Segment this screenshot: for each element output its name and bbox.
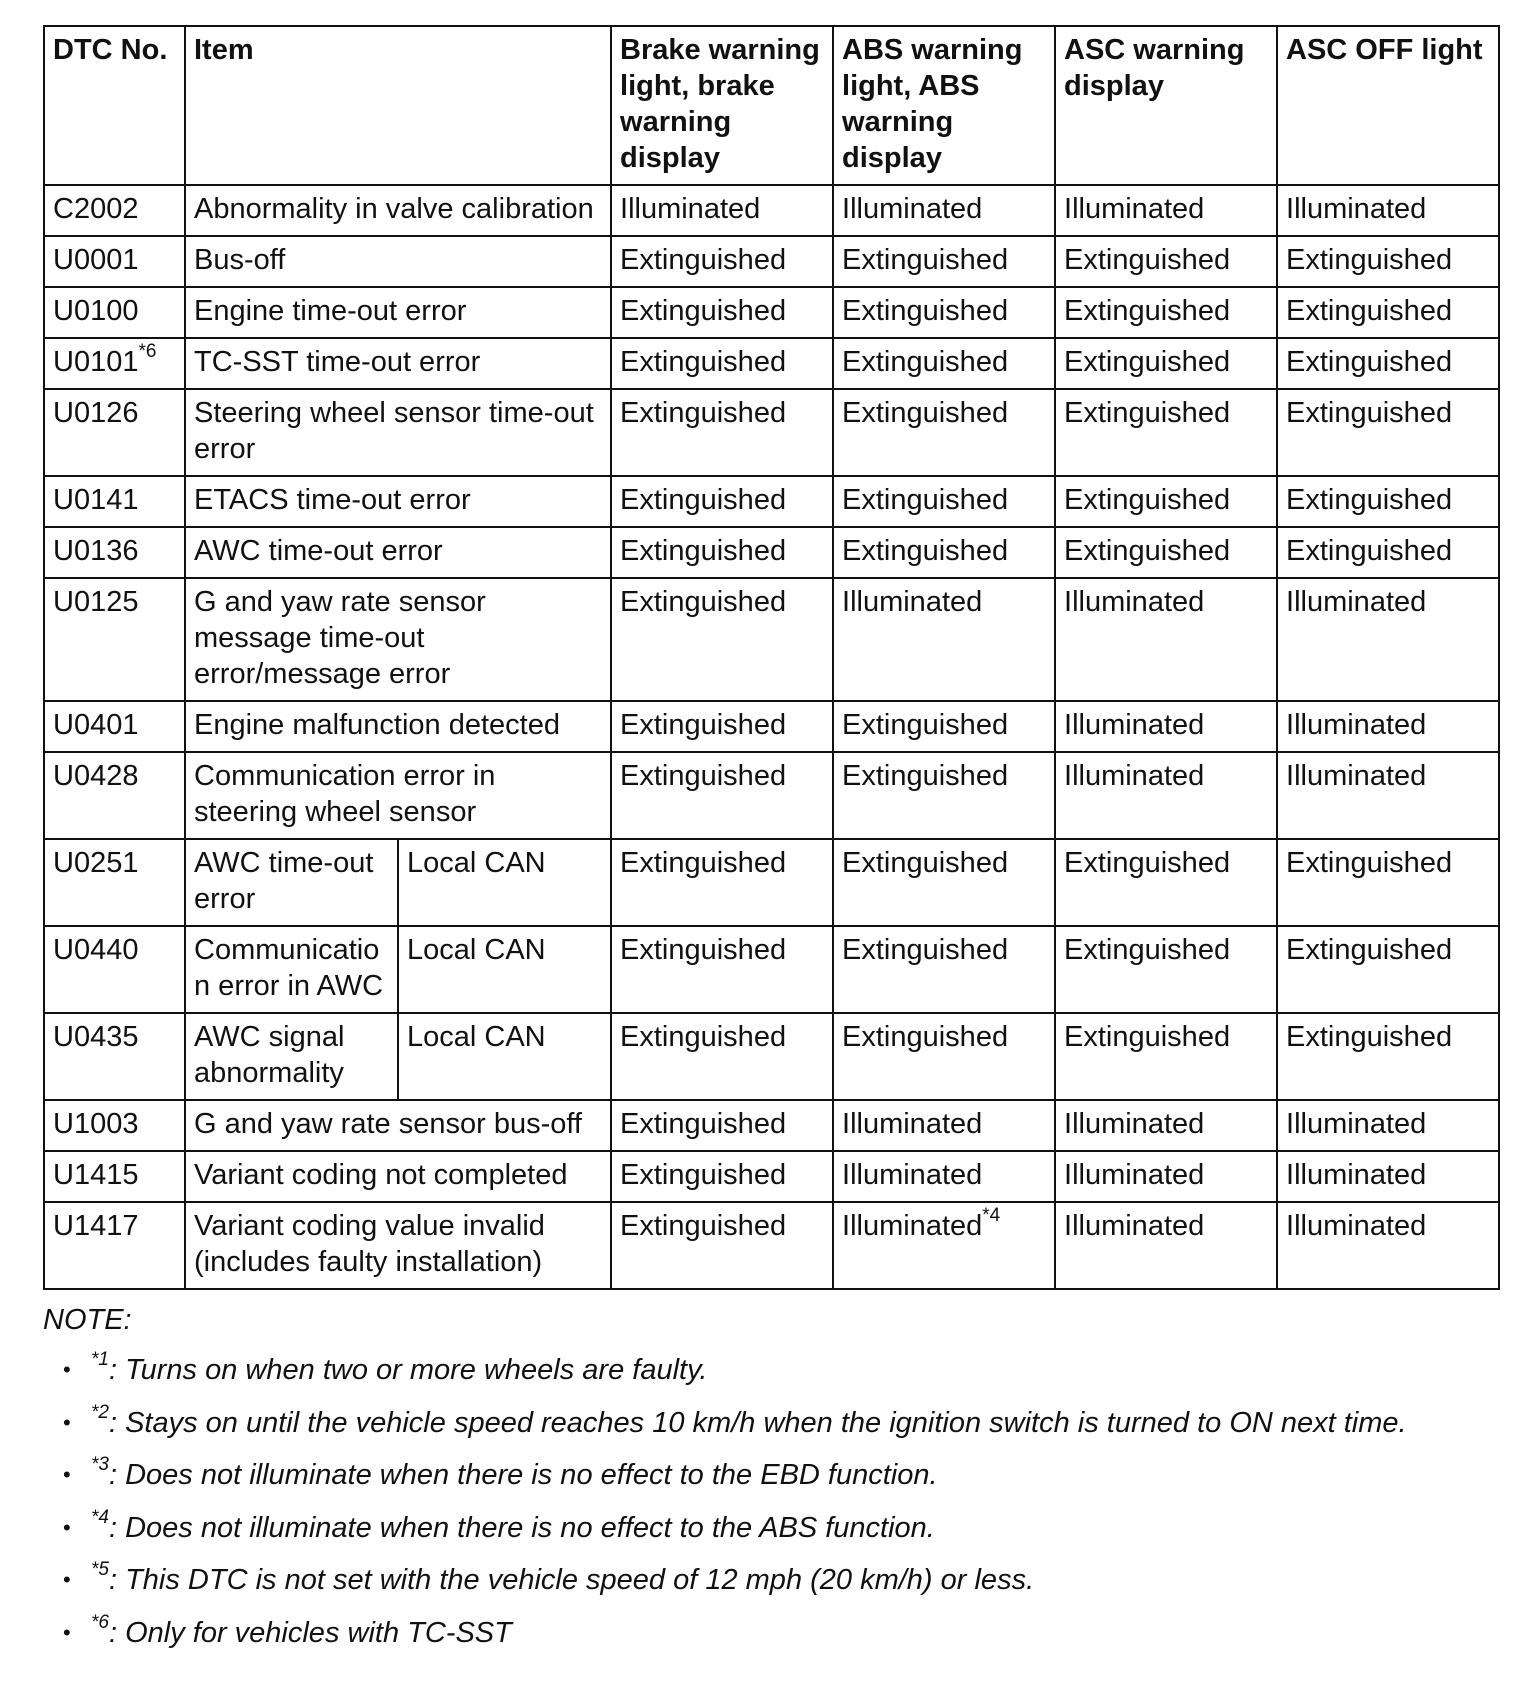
- cell-item-text: Bus-off: [194, 244, 286, 276]
- cell-asc: [1055, 578, 1277, 701]
- cell-asc-off: [1277, 926, 1499, 1013]
- cell-dtc-text: U0251: [53, 847, 139, 879]
- cell-item: [185, 701, 611, 752]
- note-item: [43, 1401, 1503, 1441]
- cell-dtc-text: C2002: [53, 193, 139, 225]
- cell-asc-off-text: Extinguished: [1286, 847, 1453, 879]
- cell-brake: [611, 389, 833, 476]
- cell-asc-off: [1277, 839, 1499, 926]
- cell-asc-off: [1277, 527, 1499, 578]
- cell-brake: [611, 1013, 833, 1100]
- cell-asc-off: [1277, 1013, 1499, 1100]
- cell-brake-text: Extinguished: [620, 1210, 787, 1242]
- bullet-icon: •: [63, 1514, 71, 1540]
- cell-dtc-text: U0435: [53, 1021, 139, 1053]
- cell-asc: [1055, 287, 1277, 338]
- note-mark: *1: [91, 1349, 109, 1370]
- cell-item-text: Abnormality in valve calibration: [194, 193, 594, 225]
- cell-brake: [611, 1202, 833, 1289]
- cell-brake: [611, 185, 833, 236]
- cell-item: [185, 185, 611, 236]
- cell-asc: [1055, 1100, 1277, 1151]
- table-row: [44, 287, 1499, 338]
- cell-abs: [833, 839, 1055, 926]
- note-mark: *4: [91, 1506, 109, 1528]
- cell-item-text: AWC time-out error: [194, 847, 374, 915]
- cell-asc-text: Extinguished: [1064, 535, 1231, 567]
- cell-asc-off-text: Illuminated: [1286, 709, 1427, 741]
- table-header-row: [44, 26, 1499, 185]
- notes-section: [43, 1302, 1503, 1667]
- cell-brake-text: Extinguished: [620, 1021, 787, 1053]
- cell-item: [185, 389, 611, 476]
- cell-item: [185, 287, 611, 338]
- cell-abs-text: Extinguished: [842, 535, 1009, 567]
- cell-brake-text: Extinguished: [620, 709, 787, 741]
- cell-dtc: [44, 752, 185, 839]
- cell-dtc-text: U1003: [53, 1108, 139, 1140]
- notes-title: NOTE:: [43, 1304, 132, 1336]
- cell-asc-text: Extinguished: [1064, 295, 1231, 327]
- cell-dtc-text: U0001: [53, 244, 139, 276]
- table-row: [44, 839, 1499, 926]
- cell-brake: [611, 701, 833, 752]
- cell-item-text: ETACS time-out error: [194, 484, 471, 516]
- table-row: [44, 926, 1499, 1013]
- cell-item-text: AWC time-out error: [194, 535, 443, 567]
- header-item: Item: [185, 26, 611, 185]
- cell-abs: [833, 752, 1055, 839]
- cell-item: [185, 1013, 398, 1100]
- bullet-icon: •: [63, 1409, 71, 1435]
- note-text: : Turns on when two or more wheels are faulty.: [108, 1354, 708, 1386]
- cell-abs: [833, 701, 1055, 752]
- cell-asc: [1055, 839, 1277, 926]
- cell-asc-text: Extinguished: [1064, 484, 1231, 516]
- note-text: : This DTC is not set with the vehicle speed of 12 mph (20 km/h) or less.: [108, 1564, 1035, 1596]
- cell-brake: [611, 476, 833, 527]
- cell-abs-text: Extinguished: [842, 346, 1009, 378]
- cell-dtc: [44, 236, 185, 287]
- cell-asc-text: Illuminated: [1064, 709, 1205, 741]
- cell-asc: [1055, 476, 1277, 527]
- note-item: [43, 1611, 1503, 1651]
- cell-asc: [1055, 701, 1277, 752]
- cell-abs-text: Extinguished: [842, 1021, 1009, 1053]
- bullet-icon: •: [63, 1619, 71, 1645]
- cell-abs: [833, 338, 1055, 389]
- cell-asc: [1055, 1013, 1277, 1100]
- cell-abs-text: Extinguished: [842, 397, 1009, 429]
- cell-abs-footnote-mark: *4: [982, 1205, 1001, 1226]
- table-row: [44, 1151, 1499, 1202]
- cell-asc-off-text: Illuminated: [1286, 1210, 1427, 1242]
- cell-asc-text: Illuminated: [1064, 193, 1205, 225]
- cell-asc-off-text: Illuminated: [1286, 760, 1427, 792]
- cell-abs-text: Extinguished: [842, 484, 1009, 516]
- cell-asc-text: Illuminated: [1064, 1159, 1205, 1191]
- cell-item-text: Steering wheel sensor time-out error: [194, 397, 594, 465]
- cell-dtc-text: U0401: [53, 709, 139, 741]
- cell-brake: [611, 236, 833, 287]
- cell-abs: [833, 1151, 1055, 1202]
- cell-asc-text: Extinguished: [1064, 397, 1231, 429]
- cell-item-text: Variant coding value invalid (includes faulty installation): [194, 1210, 545, 1278]
- cell-dtc: [44, 926, 185, 1013]
- cell-brake-text: Extinguished: [620, 1159, 787, 1191]
- cell-brake: [611, 578, 833, 701]
- table-row: [44, 752, 1499, 839]
- cell-asc-off: [1277, 287, 1499, 338]
- cell-brake-text: Extinguished: [620, 346, 787, 378]
- table-row: [44, 185, 1499, 236]
- note-item: [43, 1349, 1503, 1388]
- cell-asc-off-text: Illuminated: [1286, 1159, 1427, 1191]
- cell-dtc-text: U0428: [53, 760, 139, 792]
- bullet-icon: •: [63, 1357, 71, 1382]
- note-mark: *2: [91, 1401, 109, 1423]
- cell-asc-off-text: Illuminated: [1286, 586, 1427, 618]
- note-text: : Does not illuminate when there is no effect to the ABS function.: [108, 1511, 935, 1544]
- cell-asc-off: [1277, 1100, 1499, 1151]
- cell-item: [185, 1151, 611, 1202]
- cell-item: [185, 926, 398, 1013]
- cell-item: [185, 1100, 611, 1151]
- cell-dtc-text: U0100: [53, 295, 139, 327]
- cell-item-text: G and yaw rate sensor bus-off: [194, 1108, 582, 1140]
- cell-dtc: [44, 1151, 185, 1202]
- cell-brake-text: Extinguished: [620, 760, 787, 792]
- table-body: [44, 185, 1499, 1289]
- cell-asc-off: [1277, 752, 1499, 839]
- cell-dtc-text: U0440: [53, 934, 139, 966]
- cell-asc-off: [1277, 236, 1499, 287]
- cell-dtc: [44, 527, 185, 578]
- cell-item-text: Communication error in steering wheel sensor: [194, 760, 496, 828]
- note-text: : Stays on until the vehicle speed reaches 10 km/h when the ignition switch is turned to ON next time.: [108, 1406, 1407, 1439]
- cell-dtc: [44, 578, 185, 701]
- cell-abs: [833, 527, 1055, 578]
- table-row: [44, 1013, 1499, 1100]
- cell-abs: [833, 287, 1055, 338]
- cell-asc-off: [1277, 185, 1499, 236]
- table-row: [44, 338, 1499, 389]
- cell-dtc: [44, 338, 185, 389]
- cell-item: [185, 527, 611, 578]
- cell-dtc-text: U0141: [53, 484, 139, 516]
- cell-asc-off-text: Extinguished: [1286, 934, 1453, 966]
- cell-dtc: [44, 389, 185, 476]
- bullet-icon: •: [63, 1567, 71, 1592]
- cell-abs-text: Illuminated: [842, 586, 983, 618]
- cell-dtc-text: U0136: [53, 535, 139, 567]
- cell-abs: [833, 1202, 1055, 1289]
- cell-abs-text: Illuminated: [842, 1108, 983, 1140]
- cell-item: [185, 839, 398, 926]
- cell-item: [185, 476, 611, 527]
- cell-abs-text: Illuminated: [842, 193, 983, 225]
- cell-asc-off: [1277, 578, 1499, 701]
- cell-asc-text: Illuminated: [1064, 586, 1205, 618]
- cell-item: [185, 1202, 611, 1289]
- cell-brake: [611, 752, 833, 839]
- cell-brake-text: Extinguished: [620, 847, 787, 879]
- cell-asc-text: Illuminated: [1064, 760, 1205, 792]
- cell-brake-text: Extinguished: [620, 397, 787, 429]
- table-row: [44, 701, 1499, 752]
- cell-item: [185, 752, 611, 839]
- cell-abs: [833, 236, 1055, 287]
- cell-asc-off: [1277, 389, 1499, 476]
- cell-brake-text: Extinguished: [620, 535, 787, 567]
- cell-asc-text: Illuminated: [1064, 1210, 1205, 1242]
- cell-asc-off: [1277, 1202, 1499, 1289]
- cell-item-sub-text: Local CAN: [407, 1021, 546, 1053]
- cell-item: [185, 338, 611, 389]
- cell-brake: [611, 1151, 833, 1202]
- cell-item: [185, 578, 611, 701]
- cell-dtc-footnote-mark: *6: [138, 341, 157, 362]
- cell-abs-text: Extinguished: [842, 934, 1009, 966]
- cell-abs: [833, 476, 1055, 527]
- cell-brake-text: Extinguished: [620, 586, 787, 618]
- cell-asc-off: [1277, 1151, 1499, 1202]
- cell-brake-text: Extinguished: [620, 244, 787, 276]
- table-row: [44, 476, 1499, 527]
- cell-asc-off-text: Extinguished: [1286, 484, 1453, 516]
- cell-abs-text: Extinguished: [842, 760, 1009, 792]
- cell-dtc: [44, 185, 185, 236]
- cell-abs: [833, 185, 1055, 236]
- notes-list: [43, 1349, 1503, 1651]
- cell-dtc-text: U0101: [53, 346, 139, 378]
- cell-asc-off: [1277, 476, 1499, 527]
- cell-abs-text: Illuminated: [842, 1159, 983, 1191]
- cell-asc: [1055, 527, 1277, 578]
- table-row: [44, 1100, 1499, 1151]
- cell-asc-text: Extinguished: [1064, 1021, 1231, 1053]
- note-text: : Only for vehicles with TC-SST: [108, 1616, 512, 1649]
- cell-abs: [833, 1100, 1055, 1151]
- note-mark: *6: [91, 1611, 109, 1633]
- cell-asc-text: Extinguished: [1064, 346, 1231, 378]
- cell-asc-off-text: Extinguished: [1286, 397, 1453, 429]
- cell-asc-off: [1277, 701, 1499, 752]
- cell-brake: [611, 527, 833, 578]
- cell-abs-text: Extinguished: [842, 244, 1009, 276]
- header-dtc: DTC No.: [44, 26, 185, 185]
- cell-dtc: [44, 1013, 185, 1100]
- cell-item-text: Variant coding not completed: [194, 1159, 568, 1191]
- note-item: [43, 1506, 1503, 1546]
- cell-brake-text: Extinguished: [620, 934, 787, 966]
- cell-abs: [833, 1013, 1055, 1100]
- cell-item-sub: [398, 926, 611, 1013]
- cell-item: [185, 236, 611, 287]
- cell-brake: [611, 1100, 833, 1151]
- cell-abs: [833, 389, 1055, 476]
- cell-item-text: TC-SST time-out error: [194, 346, 481, 378]
- cell-asc-text: Extinguished: [1064, 847, 1231, 879]
- cell-abs-text: Extinguished: [842, 295, 1009, 327]
- cell-dtc-text: U0126: [53, 397, 139, 429]
- cell-asc-off-text: Illuminated: [1286, 193, 1427, 225]
- cell-asc-off-text: Extinguished: [1286, 295, 1453, 327]
- cell-item-sub-text: Local CAN: [407, 847, 546, 879]
- cell-asc: [1055, 926, 1277, 1013]
- cell-brake-text: Extinguished: [620, 1108, 787, 1140]
- cell-abs: [833, 578, 1055, 701]
- cell-dtc: [44, 476, 185, 527]
- cell-item-text: Communication error in AWC: [194, 934, 384, 1002]
- cell-brake: [611, 338, 833, 389]
- cell-abs-text: Extinguished: [842, 847, 1009, 879]
- table-row: [44, 236, 1499, 287]
- note-mark: *5: [91, 1559, 109, 1580]
- cell-item-text: Engine malfunction detected: [194, 709, 560, 741]
- cell-item-text: AWC signal abnormality: [194, 1021, 345, 1089]
- dtc-table: [43, 25, 1500, 1290]
- note-mark: *3: [91, 1454, 109, 1475]
- cell-asc: [1055, 752, 1277, 839]
- cell-asc: [1055, 338, 1277, 389]
- cell-item-sub: [398, 1013, 611, 1100]
- cell-brake-text: Extinguished: [620, 295, 787, 327]
- cell-brake: [611, 926, 833, 1013]
- cell-item-text: G and yaw rate sensor message time-out error/message error: [194, 586, 486, 690]
- cell-dtc: [44, 287, 185, 338]
- cell-dtc: [44, 1100, 185, 1151]
- cell-asc-off-text: Extinguished: [1286, 535, 1453, 567]
- note-item: [43, 1559, 1503, 1598]
- cell-asc: [1055, 389, 1277, 476]
- cell-dtc: [44, 1202, 185, 1289]
- cell-brake-text: Extinguished: [620, 484, 787, 516]
- cell-dtc-text: U0125: [53, 586, 139, 618]
- cell-item-text: Engine time-out error: [194, 295, 467, 327]
- cell-abs: [833, 926, 1055, 1013]
- cell-asc-text: Extinguished: [1064, 934, 1231, 966]
- table-row: [44, 527, 1499, 578]
- cell-dtc-text: U1415: [53, 1159, 139, 1191]
- cell-asc: [1055, 185, 1277, 236]
- header-brake: Brake warning light, brake warning display: [611, 26, 833, 185]
- cell-item-sub-text: Local CAN: [407, 934, 546, 966]
- cell-brake: [611, 287, 833, 338]
- cell-asc-off: [1277, 338, 1499, 389]
- cell-abs-text: Extinguished: [842, 709, 1009, 741]
- header-asc: ASC warning display: [1055, 26, 1277, 185]
- bullet-icon: •: [63, 1462, 71, 1487]
- cell-dtc-text: U1417: [53, 1210, 139, 1242]
- header-asc-off: ASC OFF light: [1277, 26, 1499, 185]
- cell-dtc: [44, 701, 185, 752]
- cell-asc: [1055, 236, 1277, 287]
- note-text: : Does not illuminate when there is no effect to the EBD function.: [108, 1459, 938, 1491]
- cell-asc-text: Extinguished: [1064, 244, 1231, 276]
- cell-asc-text: Illuminated: [1064, 1108, 1205, 1140]
- cell-dtc: [44, 839, 185, 926]
- cell-asc: [1055, 1202, 1277, 1289]
- note-item: [43, 1454, 1503, 1493]
- cell-asc-off-text: Illuminated: [1286, 1108, 1427, 1140]
- header-abs: ABS warning light, ABS warning display: [833, 26, 1055, 185]
- cell-asc-off-text: Extinguished: [1286, 346, 1453, 378]
- cell-item-sub: [398, 839, 611, 926]
- cell-asc-off-text: Extinguished: [1286, 244, 1453, 276]
- cell-brake-text: Illuminated: [620, 193, 761, 225]
- cell-asc-off-text: Extinguished: [1286, 1021, 1453, 1053]
- table-row: [44, 389, 1499, 476]
- table-row: [44, 1202, 1499, 1289]
- cell-abs-text: Illuminated: [842, 1210, 983, 1242]
- cell-brake: [611, 839, 833, 926]
- cell-asc: [1055, 1151, 1277, 1202]
- table-row: [44, 578, 1499, 701]
